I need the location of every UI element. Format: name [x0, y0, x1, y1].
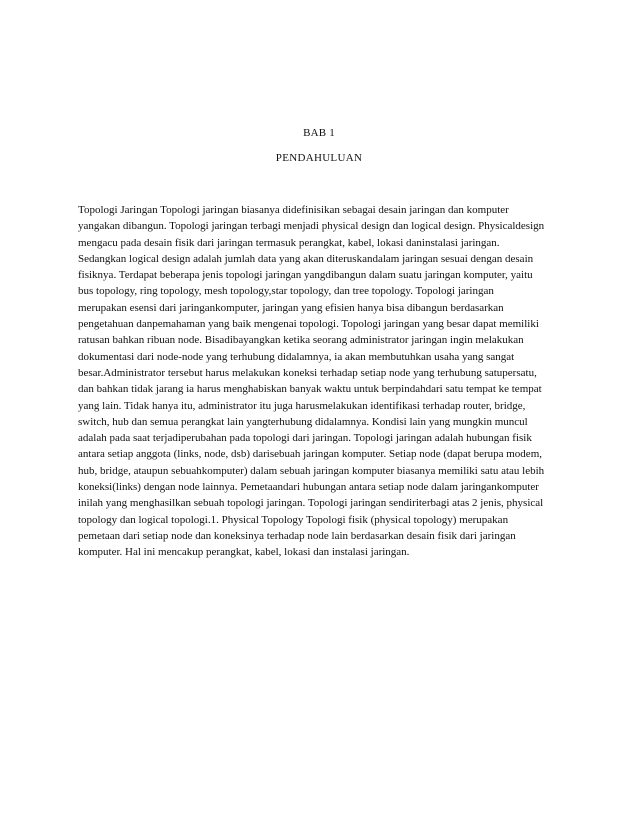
paragraph-line: koneksi(links) dengan node lainnya. Pemetaandari hubungan antara setiap node dalam jaringankomputer [78, 481, 539, 494]
paragraph-line: bus topology, ring topology, mesh topology,star topology, dan tree topology. Topologi jaringan [78, 285, 494, 298]
body-paragraph [78, 202, 578, 561]
paragraph-line: ratusan bahkan ribuan node. Bisadibayangkan ketika seorang administrator jaringan ingin melakukan [78, 334, 524, 347]
paragraph-line: komputer. Hal ini mencakup perangkat, kabel, lokasi dan instalasi jaringan. [78, 546, 410, 559]
paragraph-line: inilah yang menghasilkan sebuah topologi jaringan. Topologi jaringan sendiriterbagi atas 2 jenis, physical [78, 497, 544, 510]
paragraph-line: Sedangkan logical design adalah jumlah data yang akan diteruskandalam jaringan sesuai dengan desain [78, 252, 534, 265]
paragraph-line: dan bahkan tidak jarang ia harus menghabiskan banyak waktu untuk berpindahdari satu tempat ke tempat [78, 383, 542, 396]
paragraph-line: adalah pada saat terjadiperubahan pada topologi dari jaringan. Topologi jaringan adalah hubungan fisik [78, 432, 532, 445]
paragraph-line: switch, hub dan semua perangkat lain yangterhubung didalamnya. Kondisi lain yang mungkin muncul [78, 415, 528, 428]
paragraph-line: topology dan logical topologi.1. Physical Topology Topologi fisik (physical topology) merupakan [78, 513, 509, 526]
paragraph-line: fisiknya. Terdapat beberapa jenis topologi jaringan yangdibangun dalam suatu jaringan komputer, yaitu [78, 269, 533, 282]
paragraph-line: pemetaan dari setiap node dan koneksinya terhadap node lain berdasarkan desain fisik dari jaringan [78, 529, 516, 542]
paragraph-line: antara setiap anggota (links, node, dsb) darisebuah jaringan komputer. Setiap node (dapat berupa modem, [78, 448, 542, 461]
chapter-title: PENDAHULUAN [275, 152, 363, 164]
paragraph-line: Topologi Jaringan Topologi jaringan biasanya didefinisikan sebagai desain jaringan dan komputer [78, 204, 509, 216]
paragraph-line: pengetahuan danpemahaman yang baik mengenai topologi. Topologi jaringan yang besar dapat memiliki [78, 318, 539, 331]
paragraph-line: besar.Administrator tersebut harus melakukan koneksi terhadap setiap node yang terhubung satupersatu, [78, 366, 537, 379]
paragraph-line: yangakan dibangun. Topologi jaringan terbagi menjadi physical design dan logical design. Physicaldesign [78, 220, 545, 233]
paragraph-line: yang lain. Tidak hanya itu, administrator itu juga harusmelakukan identifikasi terhadap router, bridge, [78, 399, 526, 412]
paragraph-line: dokumentasi dari node-node yang terhubung didalamnya, ia akan membutuhkan usaha yang sangat [78, 350, 515, 363]
paragraph-line: mengacu pada desain fisik dari jaringan termasuk perangkat, kabel, lokasi daninstalasi jaringan. [78, 236, 500, 249]
paragraph-line: hub, bridge, ataupun sebuahkomputer) dalam sebuah jaringan komputer biasanya memiliki satu atau lebih [78, 464, 545, 477]
paragraph-line: merupakan esensi dari jaringankomputer, jaringan yang efisien hanya bisa dibangun berdasarkan [78, 301, 504, 314]
chapter-number: BAB 1 [303, 127, 335, 139]
